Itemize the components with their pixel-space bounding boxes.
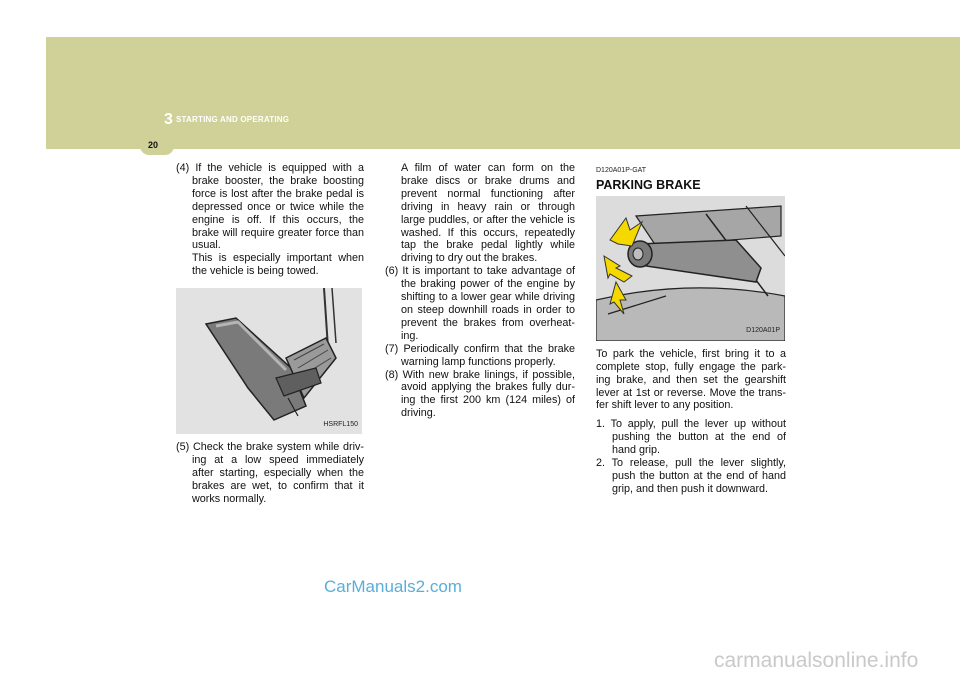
parking-brake-intro: To park the vehicle, first bring it to a complete stop, fully engage the park-ing brake, and then set the gearshift lever at 1st or reverse. Move the trans-fer shift lever to any position. xyxy=(596,347,786,412)
figure-code-d120a01p: D120A01P xyxy=(746,326,780,334)
list-item-step-2 xyxy=(596,457,786,496)
watermark-carmanualsonline[interactable]: carmanualsonline.info xyxy=(714,649,919,672)
step-2-label: 2. xyxy=(596,457,606,470)
list-item-step-1 xyxy=(596,418,786,457)
item-7-label: (7) xyxy=(385,342,399,355)
item-4-note: This is especially important when the vehicle is being towed. xyxy=(192,252,364,278)
item-5-text: Check the brake system while driv-ing at a low speed immediately after starting, especially when the brakes are wet, to confirm that it works normally. xyxy=(192,441,364,505)
item-4-text: If the vehicle is equipped with a brake booster, the brake boosting force is lost after the brake pedal is depressed once or twice while the engine is off. If this occurs, the brake will require greater force than usual. xyxy=(192,162,364,252)
item-6-label: (6) xyxy=(385,265,399,278)
watermark-carmanuals2[interactable]: CarManuals2.com xyxy=(324,577,462,596)
figure-code-hsrfl150: HSRFL150 xyxy=(323,421,358,429)
page-number: 20 xyxy=(148,140,159,150)
item-7-text: Periodically confirm that the brake warning lamp functions properly. xyxy=(401,342,575,368)
item-4-label: (4) xyxy=(176,162,190,174)
step-1-text: To apply, pull the lever up without pushing the button at the end of hand grip. xyxy=(610,418,786,457)
step-2-text: To release, pull the lever slightly, push the button at the end of hand grip, and then push it downward. xyxy=(611,457,787,495)
item-8-label: (8) xyxy=(385,368,399,381)
item-5-label: (5) xyxy=(176,441,190,454)
chapter-number: 3 xyxy=(164,111,173,128)
section-code: D120A01P-GAT xyxy=(596,167,647,174)
list-item-7 xyxy=(385,343,575,369)
column-right xyxy=(596,162,786,496)
header-band xyxy=(46,37,960,149)
list-item-8 xyxy=(385,369,575,421)
list-item-5 xyxy=(176,441,364,506)
parking-brake-figure xyxy=(596,196,785,341)
parking-brake-illustration xyxy=(596,196,785,341)
brake-pedal-figure xyxy=(176,288,362,434)
list-item-6 xyxy=(385,265,575,342)
item-6-text: It is important to take advantage of the braking power of the engine by shifting to a lower gear while driving on steep downhill roads in order to prevent the brakes from overheat-ing. xyxy=(401,265,576,342)
chapter-title: STARTING AND OPERATING xyxy=(176,115,290,124)
column-left xyxy=(176,162,364,506)
item-8-text: With new brake linings, if possible, avoid applying the brakes fully dur-ing the first 200 km (124 miles) of driving. xyxy=(401,368,576,420)
water-film-paragraph: A film of water can form on the brake discs or brake drums and prevent normal functioning after driving in heavy rain or through large puddles, or after the vehicle is washed. If this occurs, repeatedly tap the brake pedal lightly while driving to dry out the brakes. xyxy=(401,162,575,265)
list-item-4 xyxy=(176,162,364,278)
column-middle xyxy=(385,162,575,420)
brake-pedal-illustration xyxy=(176,288,362,434)
section-title: PARKING BRAKE xyxy=(596,177,701,192)
step-1-label: 1. xyxy=(596,418,606,431)
